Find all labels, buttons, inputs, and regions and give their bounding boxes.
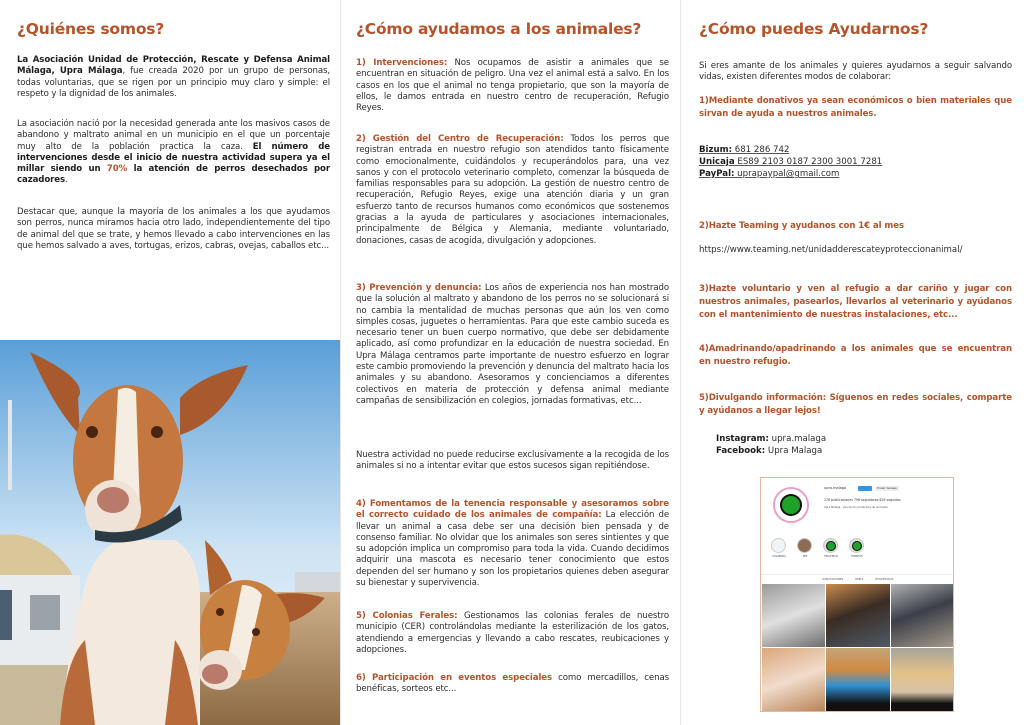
note-text: Nuestra actividad no puede reducirse exclusivamente a la recogida de los animales si no a intentar evitar que estos sucesos sigan repitiéndose. [356,450,669,472]
post-thumb [826,584,889,647]
payment-label: PayPal: [699,169,735,179]
payment-paypal[interactable] [699,168,882,180]
way-sponsor: 4)Amadrinando/apadrinando a los animales que se encuentran en nuestro refugio. [699,344,1012,367]
dogs-photo [0,340,340,725]
payment-bizum[interactable] [699,144,882,156]
panel-como-ayudamos [340,0,680,725]
help-item-gestion-centro [356,134,669,247]
post-thumb [762,648,825,711]
post-thumb [826,648,889,711]
item-text: La elección de llevar un animal a casa debe ser una decisión bien pensada y de consenso familiar. No olvidar que los animales son seres sintientes y que su adopción implica un compromiso para toda la vida. Cuando decidimos adquirir una mascota es necesario tener conocimiento que estos dependen del ser humano y son los propietarios quienes deben asegurar su bienestar y supervivencia. [356,510,670,589]
profile-username: upra.malaga [824,486,847,490]
help-item-colonias [356,611,669,656]
payment-value: 681 286 742 [732,145,790,155]
panel-quienes-somos [0,0,340,725]
intro-paragraph [17,55,330,100]
story-highlight [797,538,813,558]
facebook-link[interactable] [716,445,826,457]
story-highlight [771,538,787,558]
section-title: ¿Quiénes somos? [17,20,165,38]
highlight-thumb [771,538,786,553]
payment-methods [699,144,882,180]
origin-tail: . [65,175,68,186]
profile-stats: 276 publicaciones 798 seguidores 629 seguidos [824,498,901,502]
payment-label: Bizum: [699,145,733,155]
help-item-eventos [356,673,669,696]
tab-posts: PUBLICACIONES [822,578,844,581]
dogs-illustration [0,340,340,725]
story-highlight [823,538,839,558]
payment-label: Unicaja [699,157,735,167]
instagram-link[interactable] [716,433,826,445]
highlight-label: FELIZ PELO [824,555,838,558]
origin-paragraph [17,119,330,187]
item-text: Todos los perros que registran entrada en nuestro refugio son atendidos tanto físicamente como emocionalmente, cuidándolos y recuperándolos para, una vez sanos y con el protocolo veterinario completo, comenzar la búsqueda de familias responsables para su adopción. La gestión de nuestro centro de recuperación, Refugio Reyes, exige una atención diaria y un gran esfuerzo tanto de recursos humanos como económicos que sostenemos gracias a la ayuda de particulares y asociaciones internacionales, principalmente de Bélgica y Alemania, mediante voluntariado, donaciones, casas de acogida, divulgación y adopciones. [356,134,669,246]
activity-note [356,450,669,473]
way-share: 5)Divulgando información: Síguenos en redes sociales, comparte y ayúdanos a llegar lejos! [699,393,1012,416]
social-label: Instagram: [716,434,769,444]
item-heading: 6) Participación en eventos especiales [356,673,553,683]
item-heading: 2) Gestión del Centro de Recuperación: [356,134,564,144]
item-heading: 4) Fomentamos de la tenencia responsable y asesoramos sobre el correcto cuidado de los animales de compañía: [356,499,669,521]
item-text: Los años de experiencia nos han mostrado que la solución al maltrato y abandono de los perros no se solucionará si no cambia la mentalidad de muchas personas que aún los ven como simples cosas, juguetes o herramientas. Para que este cambio suceda es necesario tener un buen cuerpo normativo, que debe ser debidamente aplicado, así como profundizar en la educación de nuestra sociedad. En Upra Málaga centramos parte importante de nuestro esfuerzo en lograr este cambio promoviendo la prevención y denuncia del maltrato hacia los animales y su abandono. Asesoramos y concienciamos a diferentes colectivos en materia de protección y defensa animal mediante campañas de sensibilización en colegios, jornadas formativas, etc... [356,283,669,406]
highlight-thumb [797,538,812,553]
story-highlight [849,538,865,558]
section-title: ¿Cómo ayudamos a los animales? [356,20,642,38]
association-name: La Asociación Unidad de Protección, Rescate y Defensa Animal Málaga, Upra Málaga [17,55,330,77]
item-heading: 3) Prevención y denuncia: [356,283,482,293]
intro-paragraph: Si eres amante de los animales y quieres ayudarnos a seguir salvando vidas, existen diferentes modos de colaborar: [699,61,1012,83]
way-donations: 1)Mediante donativos ya sean económicos o bien materiales que sirvan de ayuda a nuestros animales. [699,96,1012,119]
follow-button [858,486,872,491]
post-thumb [762,584,825,647]
way-teaming: 2)Hazte Teaming y ayudanos con 1€ al mes [699,221,904,231]
profile-avatar [773,487,809,523]
payment-value: uprapaypal@gmail.com [734,169,840,179]
posts-grid [762,584,954,711]
tab-reels: REELS [855,578,864,581]
item-text: Gestionamos las colonias ferales de nuestro municipio (CER) controlándolas mediante la esterilización de los gatos, atendiendo a emergencias y llevando a cabo rescates, reubicaciones y adopciones. [356,611,669,655]
highlight-thumb [823,538,838,553]
social-value: upra.malaga [768,434,827,444]
origin-text: La asociación nació por la necesidad generada ante los masivos casos de abandono y maltrato animal en un municipio en el que un porcentaje muy alto de la población practica la caza. [17,119,330,152]
highlight-label: EVENTOS [851,555,863,558]
post-thumb [891,648,954,711]
item-text: como mercadillos, cenas benéficas, sorteos etc... [356,673,669,695]
hunters-bold: la atención de perros desechados por cazadores [17,164,330,186]
help-item-intervenciones [356,58,669,114]
social-links [716,433,826,457]
highlight-thumb [849,538,864,553]
highlight-label: COLABORA [772,555,786,558]
instagram-profile-screenshot [760,477,954,712]
payment-unicaja[interactable] [699,156,882,168]
help-item-prevencion [356,283,669,407]
profile-tabs [761,574,954,581]
interventions-bold: El número de intervenciones desde el inicio de nuestra actividad supera ya el millar siendo un [17,141,330,175]
help-item-tenencia [356,499,669,589]
social-label: Facebook: [716,446,766,456]
payment-value: ES89 2103 0187 2300 3001 7281 [734,157,883,167]
message-button: Enviar mensaje [875,486,899,491]
profile-bio: Upra Málaga · Asociación protectora de animales [824,506,888,509]
other-animals-paragraph: Destacar que, aunque la mayoría de los animales a los que ayudamos son perros, nunca miramos hacia otro lado, independientemente del tipo de animal del que se trate, y hemos llevado a cabo intervenciones en las que hemos salvado a aves, tortugas, erizos, cabras, ovejas, caballos etc... [17,207,330,251]
story-highlights [771,538,865,558]
way-volunteer: 3)Hazte voluntario y ven al refugio a dar cariño y jugar con nuestros animales, pasearlos, llevarlos al veterinario y ayúdanos con el mantenimiento de nuestras instalaciones, etc... [699,284,1012,320]
item-text: Nos ocupamos de asistir a animales que se encuentran en situación de peligro. Una vez el animal está a salvo. En los casos en los que el animal no tenga propietario, que son la mayoría de ellos, le damos entrada en nuestro centro de recuperación, Refugio Reyes. [356,58,669,114]
item-heading: 5) Colonias Ferales: [356,611,458,621]
tab-tagged: ETIQUETADAS [875,578,894,581]
section-title: ¿Cómo puedes Ayudarnos? [699,20,929,38]
item-heading: 1) Intervenciones: [356,58,448,68]
intro-text: , fue creada 2020 por un grupo de personas, todas voluntarias, que se rigen por un principio muy claro y simple: el respeto y la dignidad de los animales. [17,66,330,99]
teaming-link[interactable]: https://www.teaming.net/unidadderescateyproteccionanimal/ [699,245,963,255]
social-value: Upra Malaga [765,446,823,456]
highlight-label: PPP [802,555,808,558]
percent-highlight: 70% [106,164,128,175]
post-thumb [891,584,954,647]
